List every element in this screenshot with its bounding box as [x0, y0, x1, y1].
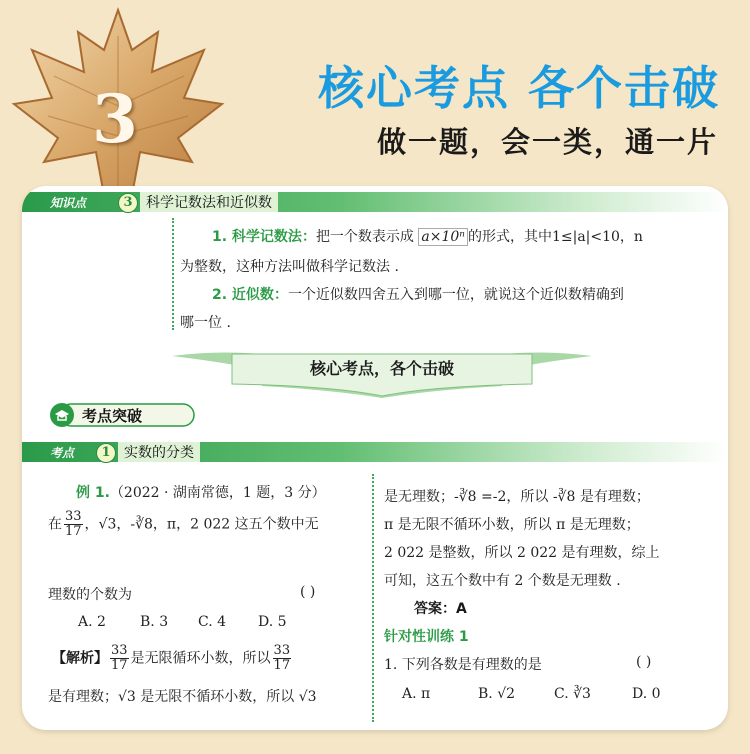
example-option-c: C. 4 [198, 614, 227, 630]
kaodian-tupo-text: 考点突破 [82, 407, 143, 425]
training-title: 针对性训练 1 [384, 629, 469, 645]
def2-line2: 哪一位 . [180, 315, 231, 331]
exam-tag: 考点 [50, 446, 75, 460]
page-subline: 做一题，会一类，通一片 [376, 125, 718, 159]
example-answer-blank: ( ) [300, 584, 316, 600]
example-question-line1: 在 $\frac{33}{17}$ ，√3，-∛8，π，2 022 这五个数中无 [48, 509, 319, 539]
column-divider [372, 474, 374, 722]
exam-point-bar [22, 442, 728, 462]
exam-badge: 1 [96, 443, 116, 463]
page-headline: 核心考点 各个击破 [317, 61, 720, 115]
def1-line1: 1. 科学记数法：把一个数表示成 a×10ⁿ 的形式，其中1≤|a|<10，n [212, 229, 643, 245]
training-option-c: C. ∛3 [554, 686, 591, 702]
analysis-line1: 【解析】 $\frac{33}{17}$ 是无限循环小数，所以 $\frac{33}{17}$ [52, 643, 291, 673]
right-line3: 2 022 是整数，所以 2 022 是有理数，综上 [384, 545, 660, 561]
content-card [22, 186, 728, 730]
def1-line2: 为整数，这种方法叫做科学记数法 . [180, 259, 399, 275]
training-option-b: B. √2 [478, 686, 516, 702]
training-option-d: D. 0 [632, 686, 661, 702]
analysis-line2: 是有理数；√3 是无限不循环小数，所以 √3 [48, 689, 317, 705]
knowledge-badge: 3 [118, 193, 138, 213]
chapter-number: 3 [92, 80, 138, 158]
def2-line1: 2. 近似数：一个近似数四舍五入到哪一位，就说这个近似数精确到 [212, 287, 624, 303]
knowledge-point-bar [22, 192, 728, 212]
right-line2: π 是无限不循环小数，所以 π 是无理数； [384, 517, 640, 533]
banner-text: 核心考点，各个击破 [309, 359, 454, 378]
right-line4: 可知，这五个数中有 2 个数是无理数 . [384, 573, 621, 589]
example-option-d: D. 5 [258, 614, 287, 630]
knowledge-title: 科学记数法和近似数 [140, 192, 278, 212]
example-option-b: B. 3 [140, 614, 169, 630]
training-option-a: A. π [402, 686, 431, 702]
example-question-line2: 理数的个数为 [48, 587, 132, 603]
right-line1: 是无理数；-∛8 =-2，所以 -∛8 是有理数； [384, 489, 650, 505]
exam-title: 实数的分类 [118, 442, 200, 462]
knowledge-tag: 知识点 [50, 196, 87, 210]
example-header: 例 1.（2022 · 湖南常德，1 题，3 分） [76, 485, 326, 501]
example-option-a: A. 2 [78, 614, 106, 630]
training-question-1: 1. 下列各数是有理数的是 [384, 657, 542, 673]
answer-line: 答案：A [414, 601, 467, 617]
training-answer-blank: ( ) [636, 654, 652, 670]
